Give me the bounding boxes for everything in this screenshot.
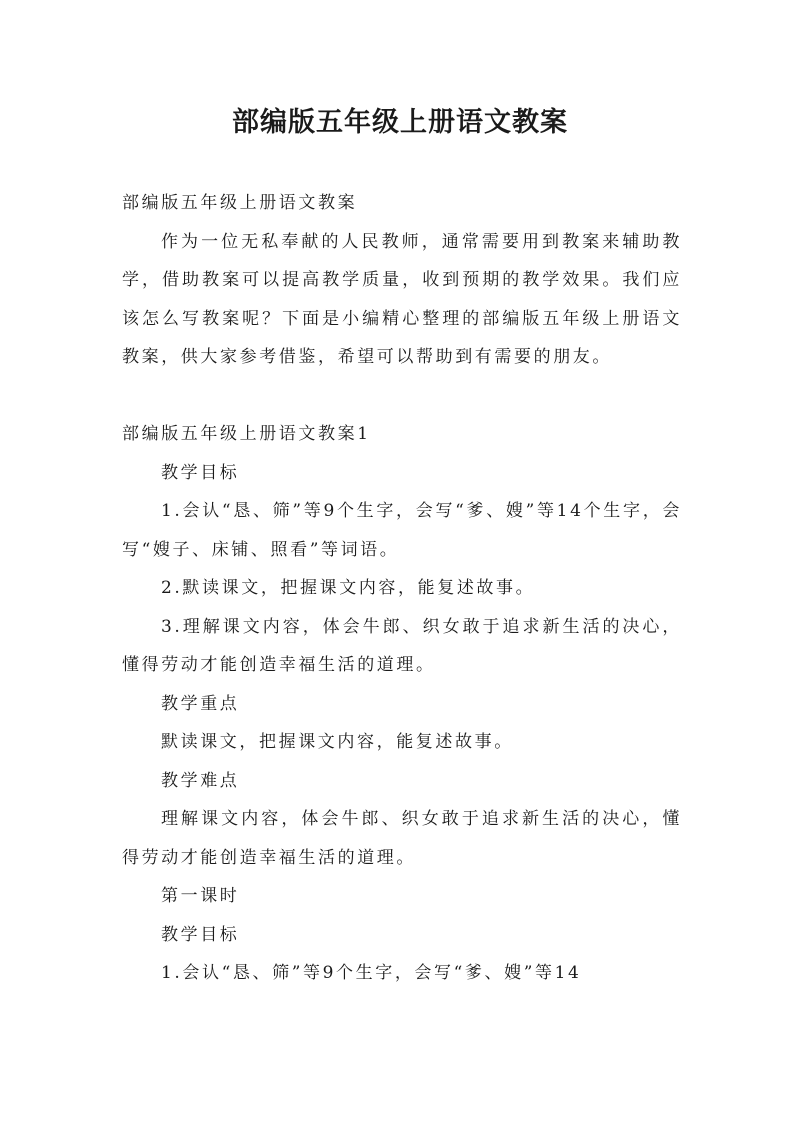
section-heading-intro: 部编版五年级上册语文教案 (122, 193, 358, 213)
subheading-first-lesson: 第一课时 (161, 886, 240, 906)
goal-item-1: 1.会认“恳、筛”等9个生字，会写“爹、嫂”等14个生字，会写“嫂子、床铺、照看”等词语。 (122, 501, 682, 560)
goal-item-3: 3.理解课文内容，体会牛郎、织女敢于追求新生活的决心，懂得劳动才能创造幸福生活的道理。 (122, 616, 682, 675)
document-body (122, 184, 682, 993)
goal-item-1-repeat: 1.会认“恳、筛”等9个生字，会写“爹、嫂”等14 (161, 963, 582, 983)
subheading-teaching-goals-2: 教学目标 (161, 924, 240, 945)
section-heading-plan-1: 部编版五年级上册语文教案1 (122, 424, 371, 444)
subheading-difficulties: 教学难点 (161, 770, 240, 791)
key-points-text: 默读课文，把握课文内容，能复述故事。 (161, 732, 514, 752)
paragraph-gap (122, 377, 682, 416)
intro-paragraph: 作为一位无私奉献的人民教师，通常需要用到教案来辅助教学，借助教案可以提高教学质量，收到预期的教学效果。我们应该怎么写教案呢？下面是小编精心整理的部编版五年级上册语文教案，供大家参考借鉴，希望可以帮助到有需要的朋友。 (122, 231, 682, 367)
subheading-key-points: 教学重点 (161, 693, 240, 714)
subheading-teaching-goals: 教学目标 (161, 462, 240, 483)
difficulties-text: 理解课文内容，体会牛郎、织女敢于追求新生活的决心，懂得劳动才能创造幸福生活的道理。 (122, 809, 682, 868)
document-title: 部编版五年级上册语文教案 (232, 107, 568, 138)
goal-item-2: 2.默读课文，把握课文内容，能复述故事。 (161, 578, 536, 598)
